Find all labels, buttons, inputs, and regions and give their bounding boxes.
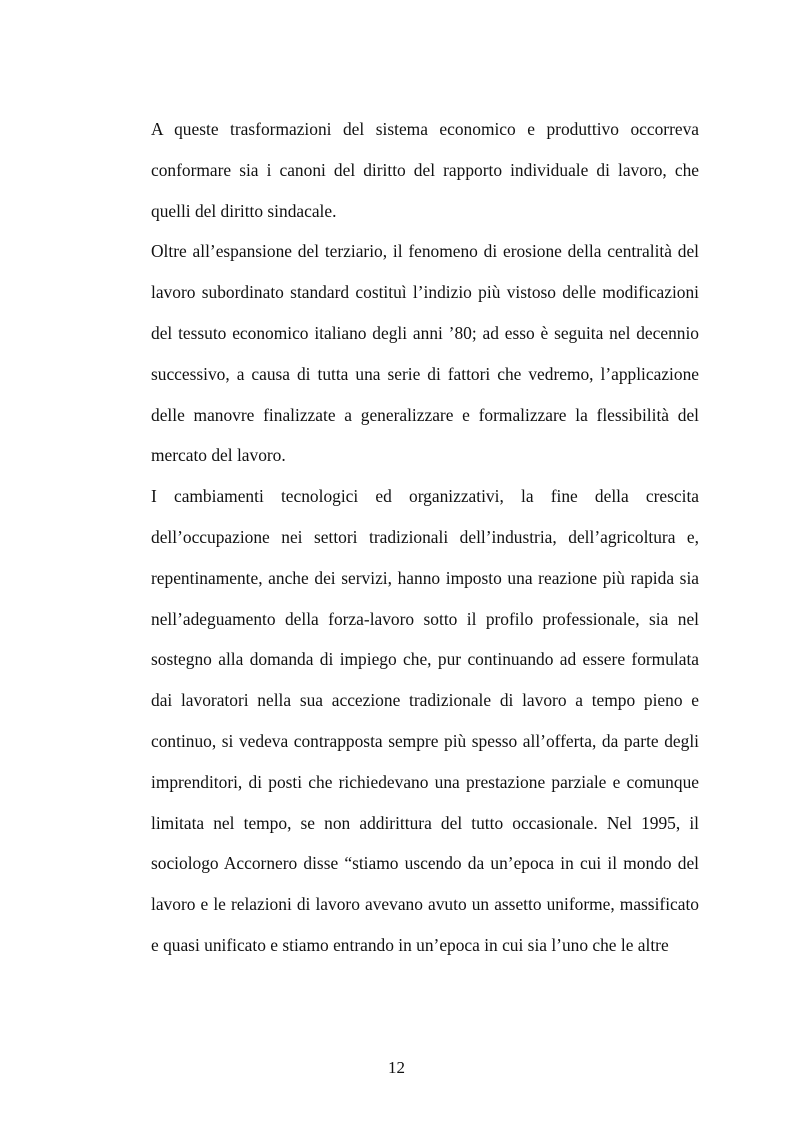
- paragraph-1: A queste trasformazioni del sistema economico e produttivo occorreva conformare sia i canoni del diritto del rapporto individuale di lavoro, che quelli del diritto sindacale.: [151, 119, 699, 221]
- paragraph-2: Oltre all’espansione del terziario, il fenomeno di erosione della centralità del lavoro subordinato standard costituì l’indizio più vistoso delle modificazioni del tessuto economico italiano degli anni ’80; ad esso è seguita nel decennio successivo, a causa di tutta una serie di fattori che vedremo, l’applicazione delle manovre finalizzate a generalizzare e formalizzare la flessibilità del mercato del lavoro.: [151, 241, 699, 466]
- page-number: 12: [388, 1058, 405, 1077]
- paragraph-3: I cambiamenti tecnologici ed organizzativi, la fine della crescita dell’occupazione nei settori tradizionali dell’industria, dell’agricoltura e, repentinamente, anche dei servizi, hanno imposto una reazione più rapida sia nell’adeguamento della forza-lavoro sotto il profilo professionale, sia nel sostegno alla domanda di impiego che, pur continuando ad essere formulata dai lavoratori nella sua accezione tradizionale di lavoro a tempo pieno e continuo, si vedeva contrapposta sempre più spesso all’offerta, da parte degli imprenditori, di posti che richiedevano una prestazione parziale e comunque limitata nel tempo, se non addirittura del tutto occasionale. Nel 1995, il sociologo Accornero disse “stiamo uscendo da un’epoca in cui il mondo del lavoro e le relazioni di lavoro avevano avuto un assetto uniforme, massificato e quasi unificato e stiamo entrando in un’epoca in cui sia l’uno che le altre: [151, 486, 699, 955]
- body-text: [151, 109, 699, 966]
